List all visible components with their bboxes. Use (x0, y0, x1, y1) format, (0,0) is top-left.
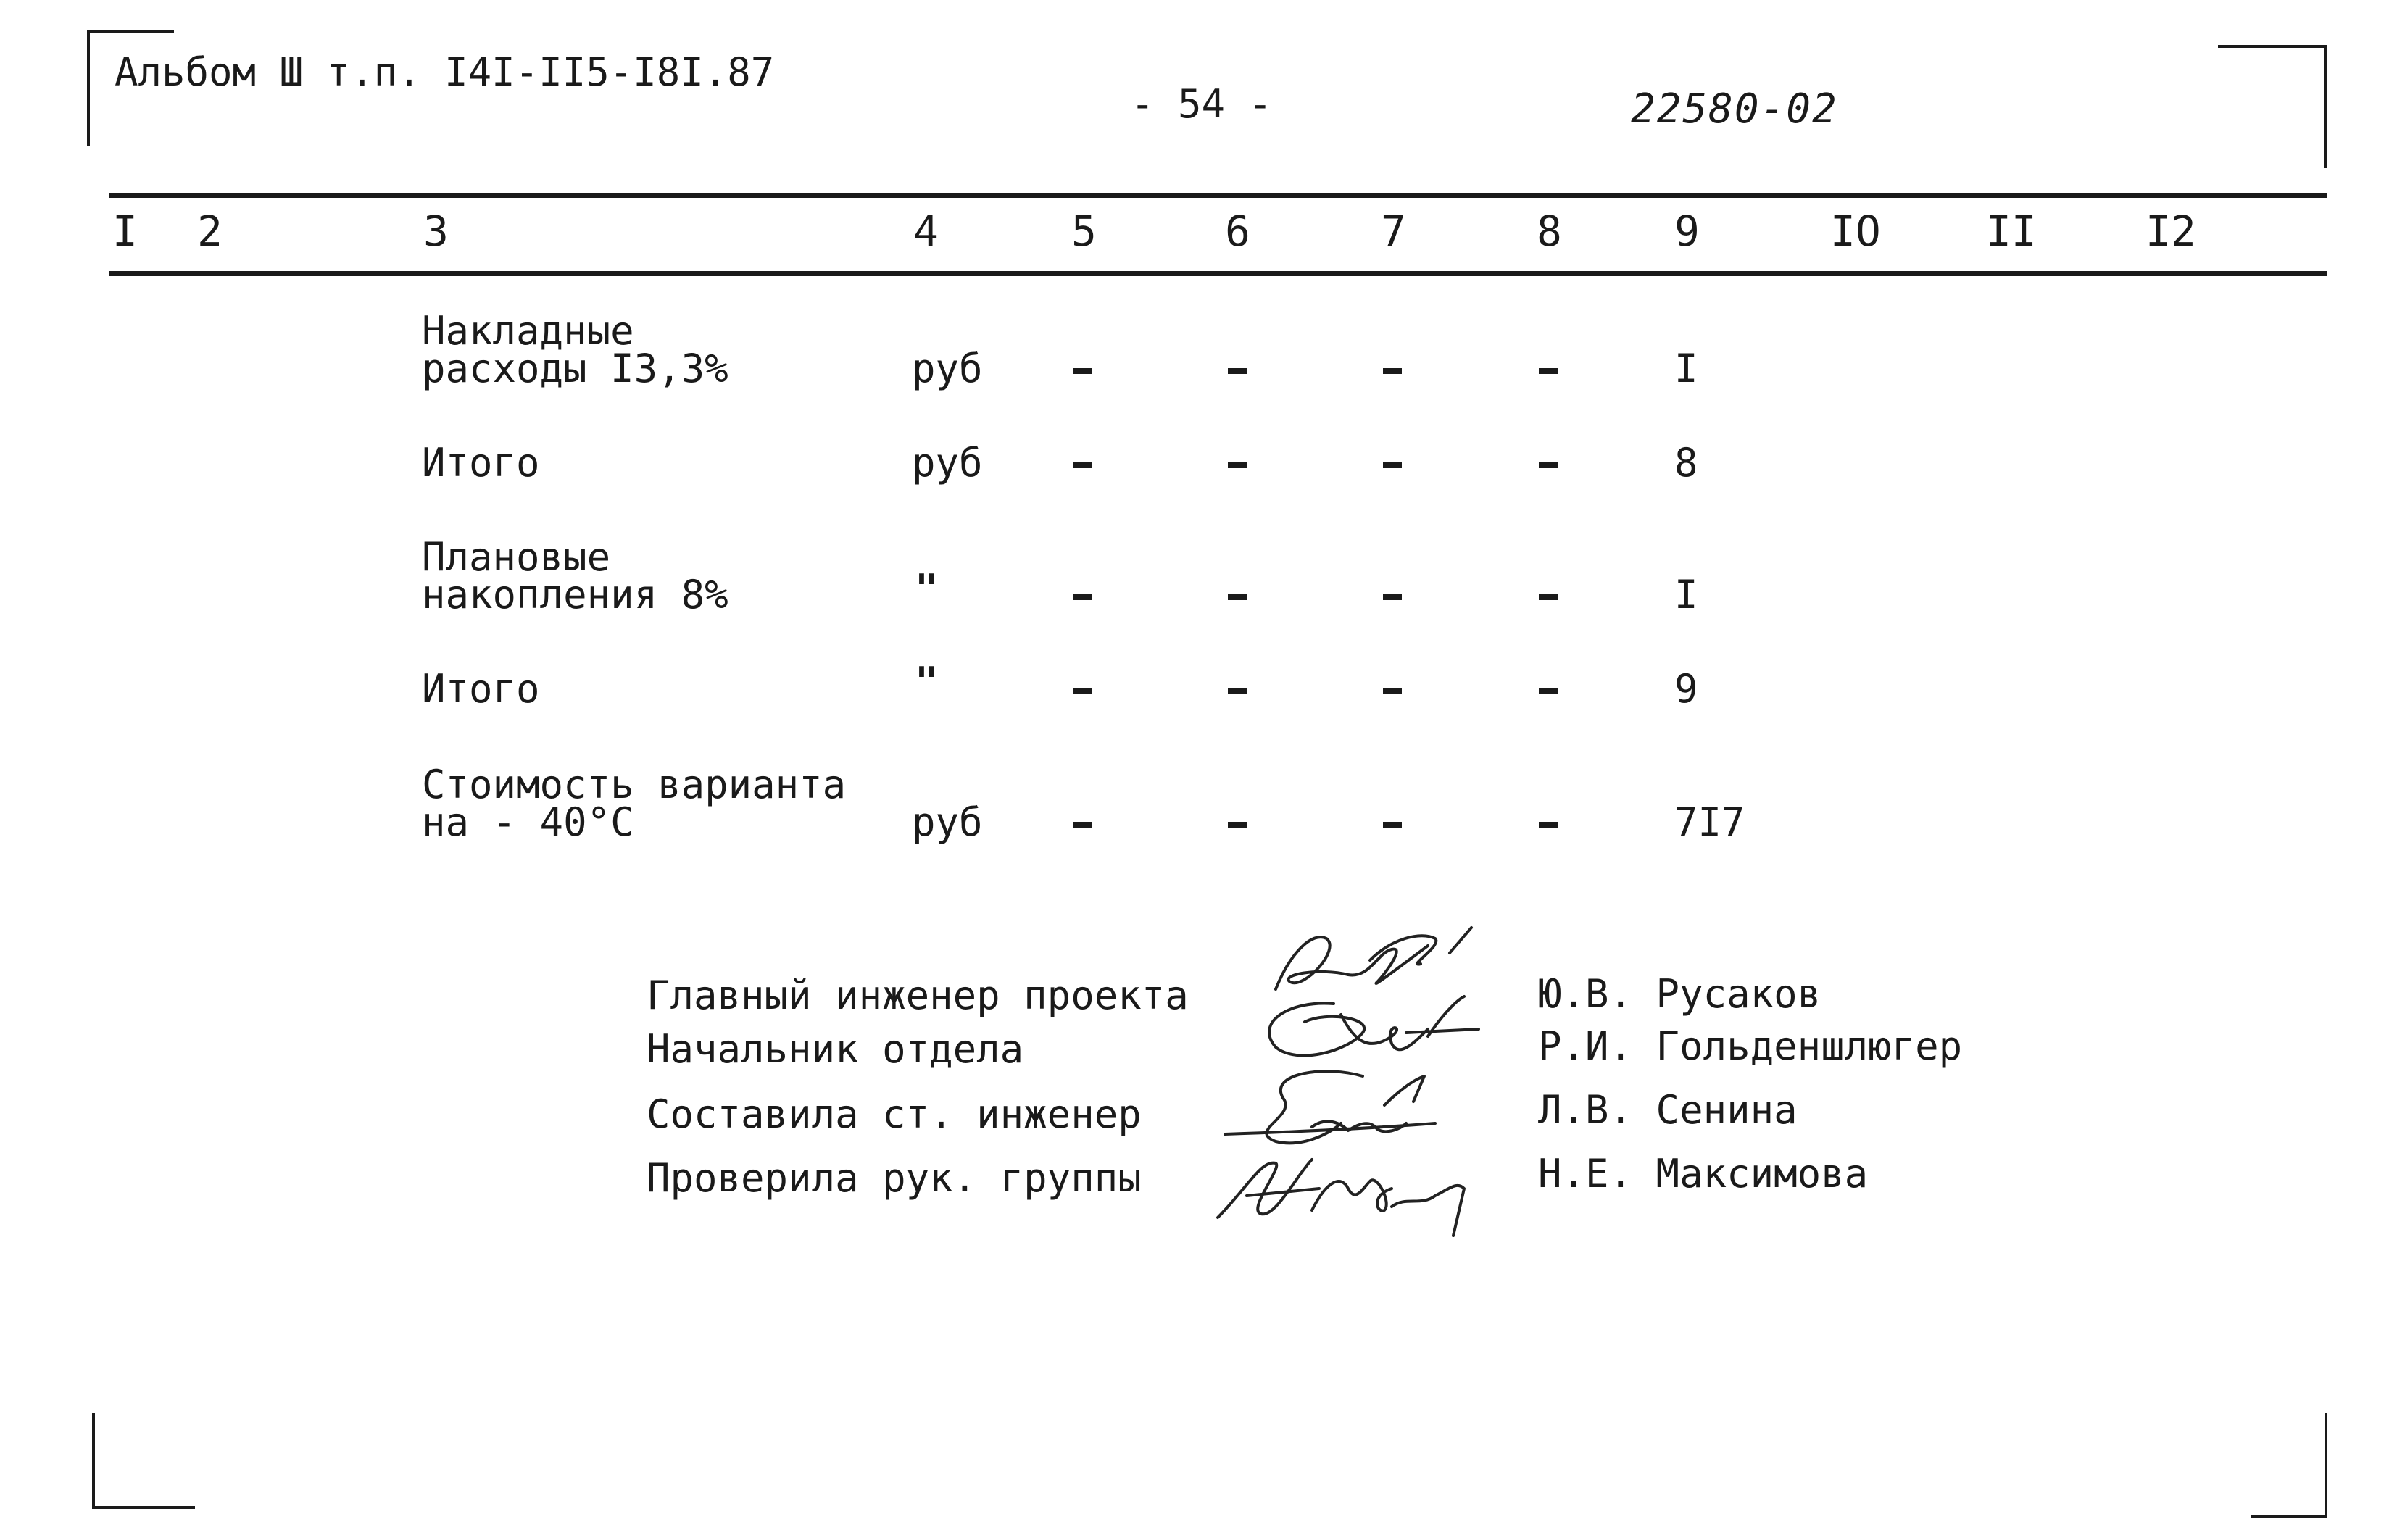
signature-position: Главный инженер проекта (647, 973, 1189, 1018)
row-name: расходы I3,3% (422, 346, 728, 391)
empty-dash (1073, 462, 1092, 468)
handwritten-signature (1203, 1145, 1508, 1239)
column-number: 5 (1071, 207, 1097, 256)
row-unit: руб (912, 799, 983, 845)
empty-dash (1383, 462, 1402, 468)
empty-dash (1228, 594, 1247, 600)
row-value: I (1674, 346, 1698, 391)
empty-dash (1539, 688, 1558, 694)
handwritten-signature (1218, 1065, 1464, 1152)
signature-position: Проверила рук. группы (647, 1155, 1142, 1201)
row-name: накопления 8% (422, 572, 728, 617)
signatory-name: Ю.В. Русаков (1538, 971, 1821, 1017)
row-unit: " (915, 566, 939, 612)
signatory-name: Н.Е. Максимова (1538, 1151, 1869, 1196)
corner-mark-bottom-right (2251, 1515, 2327, 1518)
column-number: IO (1830, 207, 1881, 256)
column-number: 9 (1674, 207, 1700, 256)
corner-mark-top-right (2324, 45, 2327, 168)
row-value: 7I7 (1674, 799, 1745, 845)
row-name: Накладные (422, 308, 634, 354)
corner-mark-top-left (87, 30, 90, 146)
album-reference: Альбом Ш т.п. I4I-II5-I8I.87 (115, 49, 775, 95)
column-number: I (112, 207, 138, 256)
empty-dash (1228, 368, 1247, 374)
empty-dash (1073, 368, 1092, 374)
row-name: Итого (422, 666, 540, 712)
row-unit: " (915, 659, 939, 704)
row-name: Плановые (422, 534, 611, 580)
column-number: II (1986, 207, 2037, 256)
empty-dash (1228, 462, 1247, 468)
column-number: 6 (1225, 207, 1250, 256)
document-code: 22580-02 (1631, 86, 1838, 133)
row-value: 8 (1674, 440, 1698, 486)
corner-mark-top-left (87, 30, 174, 33)
column-number: I2 (2145, 207, 2196, 256)
empty-dash (1539, 822, 1558, 828)
empty-dash (1383, 822, 1402, 828)
row-name: Итого (422, 440, 540, 486)
signature-position: Начальник отдела (647, 1026, 1024, 1072)
empty-dash (1073, 594, 1092, 600)
column-number: 8 (1537, 207, 1562, 256)
corner-mark-bottom-left (92, 1413, 95, 1509)
table-top-rule (109, 193, 2327, 198)
column-number: 7 (1381, 207, 1406, 256)
empty-dash (1383, 688, 1402, 694)
handwritten-signature (1247, 993, 1508, 1073)
row-name: Стоимость варианта (422, 762, 847, 807)
signatory-name: Р.И. Гольденшлюгер (1538, 1023, 1963, 1069)
column-number: 4 (913, 207, 939, 256)
row-unit: руб (912, 440, 983, 486)
empty-dash (1383, 594, 1402, 600)
row-unit: руб (912, 346, 983, 391)
corner-mark-bottom-right (2325, 1413, 2327, 1518)
table-header-rule (109, 271, 2327, 276)
column-number: 2 (197, 207, 223, 256)
empty-dash (1539, 368, 1558, 374)
signature-position: Составила ст. инженер (647, 1091, 1142, 1137)
empty-dash (1228, 822, 1247, 828)
empty-dash (1073, 688, 1092, 694)
corner-mark-bottom-left (92, 1506, 195, 1509)
row-value: I (1674, 572, 1698, 617)
page-number: - 54 - (1131, 81, 1273, 127)
row-value: 9 (1674, 666, 1698, 712)
column-number: 3 (423, 207, 449, 256)
row-name: на - 40°С (422, 799, 634, 845)
corner-mark-top-right (2218, 45, 2327, 48)
empty-dash (1073, 822, 1092, 828)
empty-dash (1539, 462, 1558, 468)
empty-dash (1383, 368, 1402, 374)
empty-dash (1228, 688, 1247, 694)
signatory-name: Л.В. Сенина (1538, 1087, 1798, 1133)
empty-dash (1539, 594, 1558, 600)
